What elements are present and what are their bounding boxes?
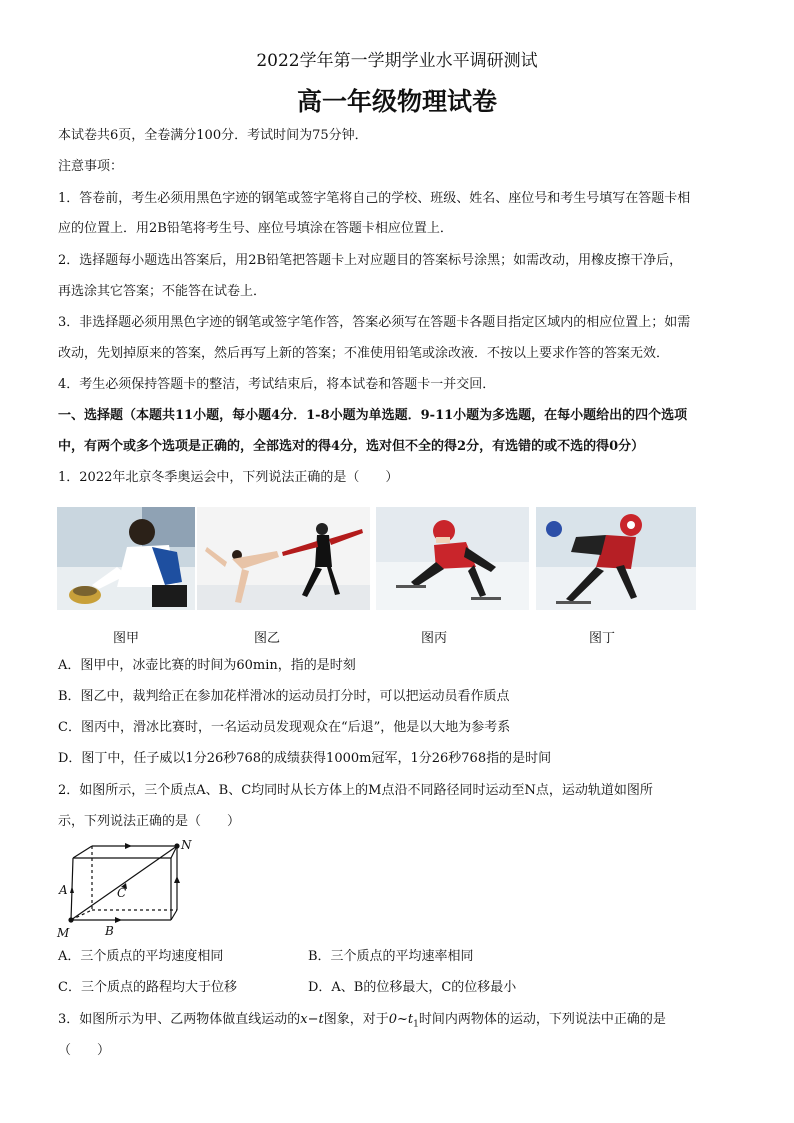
short-track-photo — [536, 507, 696, 610]
cuboid-figure — [55, 838, 195, 938]
label-a: A — [59, 883, 68, 897]
q2-option-c: C．三个质点的路程均大于位移 — [58, 980, 237, 995]
note-line: 2．选择题每小题选出答案后，用2B铅笔把答题卡上对应题目的答案标号涂黑；如需改动，用橡皮擦干净后， — [58, 253, 683, 268]
note-line: 3．非选择题必须用黑色字迹的钢笔或签字笔作答，答案必须写在答题卡各题目指定区域内的相应位置上；如需 — [58, 315, 691, 330]
q1-option-d: D．图丁中，任子威以1分26秒768的成绩获得1000m冠军，1分26秒768指的是时间 — [58, 751, 552, 766]
q2-option-b: B．三个质点的平均速率相同 — [308, 949, 474, 964]
question-1-stem: 1．2022年北京冬季奥运会中，下列说法正确的是（ ） — [58, 470, 399, 485]
q1-option-c: C．图丙中，滑冰比赛时，一名运动员发现观众在“后退”，他是以大地为参考系 — [58, 720, 511, 735]
speed-skating-photo — [376, 507, 529, 610]
exam-title: 2022学年第一学期学业水平调研测试 — [256, 51, 538, 71]
q3-range-sub: 1 — [413, 1019, 419, 1030]
figure-skating-photo — [197, 507, 370, 610]
question-3-stem — [58, 1012, 666, 1033]
label-b: B — [105, 924, 114, 938]
q3-math: x−t — [300, 1012, 324, 1027]
section-heading-cont: 中，有两个或多个选项是正确的，全部选对的得4分，选对但不全的得2分，有选错的或不选的得0分） — [58, 439, 645, 454]
q2-option-d: D．A、B的位移最大，C的位移最小 — [308, 980, 517, 995]
note-line: 4．考生必须保持答题卡的整洁，考试结束后，将本试卷和答题卡一并交回． — [58, 377, 496, 392]
caption-jia: 图甲 — [112, 631, 139, 646]
question-2-stem-cont: 示，下列说法正确的是（ ） — [58, 814, 241, 829]
exam-subtitle: 高一年级物理试卷 — [296, 87, 497, 116]
label-n: N — [181, 838, 192, 852]
q3-range: 0~t — [388, 1012, 414, 1027]
q3-stem-part: 3．如图所示为甲、乙两物体做直线运动的 — [58, 1012, 301, 1027]
q1-option-b: B．图乙中，裁判给正在参加花样滑冰的运动员打分时，可以把运动员看作质点 — [58, 689, 510, 704]
note-line: 应的位置上．用2B铅笔将考生号、座位号填涂在答题卡相应位置上． — [58, 221, 453, 236]
q2-option-a: A．三个质点的平均速度相同 — [58, 949, 224, 964]
caption-bing: 图丙 — [420, 631, 447, 646]
section-heading: 一、选择题（本题共11小题，每小题4分．1-8小题为单选题．9-11小题为多选题，在每小题给出的四个选项 — [58, 408, 688, 423]
caption-yi: 图乙 — [253, 631, 280, 646]
label-c: C — [117, 886, 127, 900]
q3-stem-part: 图象，对于 — [323, 1012, 389, 1027]
q1-option-a: A．图甲中，冰壶比赛的时间为60min，指的是时刻 — [58, 658, 356, 673]
question-2-stem: 2．如图所示，三个质点A、B、C均同时从长方体上的M点沿不同路径同时运动至N点，运动轨道如图所 — [58, 783, 653, 798]
note-line: 改动，先划掉原来的答案，然后再写上新的答案；不准使用铅笔或涂改液．不按以上要求作答的答案无效． — [58, 346, 670, 361]
q3-stem-part: 时间内两物体的运动，下列说法中正确的是 — [418, 1012, 666, 1027]
note-line: 1．答卷前，考生必须用黑色字迹的钢笔或签字笔将自己的学校、班级、姓名、座位号和考生号填写在答题卡相 — [58, 191, 691, 206]
note-line: 再选涂其它答案；不能答在试卷上． — [58, 284, 267, 299]
notes-heading: 注意事项： — [58, 159, 124, 174]
curling-photo — [57, 507, 195, 610]
caption-ding: 图丁 — [588, 631, 615, 646]
label-m: M — [57, 926, 70, 940]
intro-text: 本试卷共6页，全卷满分100分．考试时间为75分钟． — [58, 128, 368, 143]
question-3-stem-cont: （ ） — [58, 1043, 111, 1058]
